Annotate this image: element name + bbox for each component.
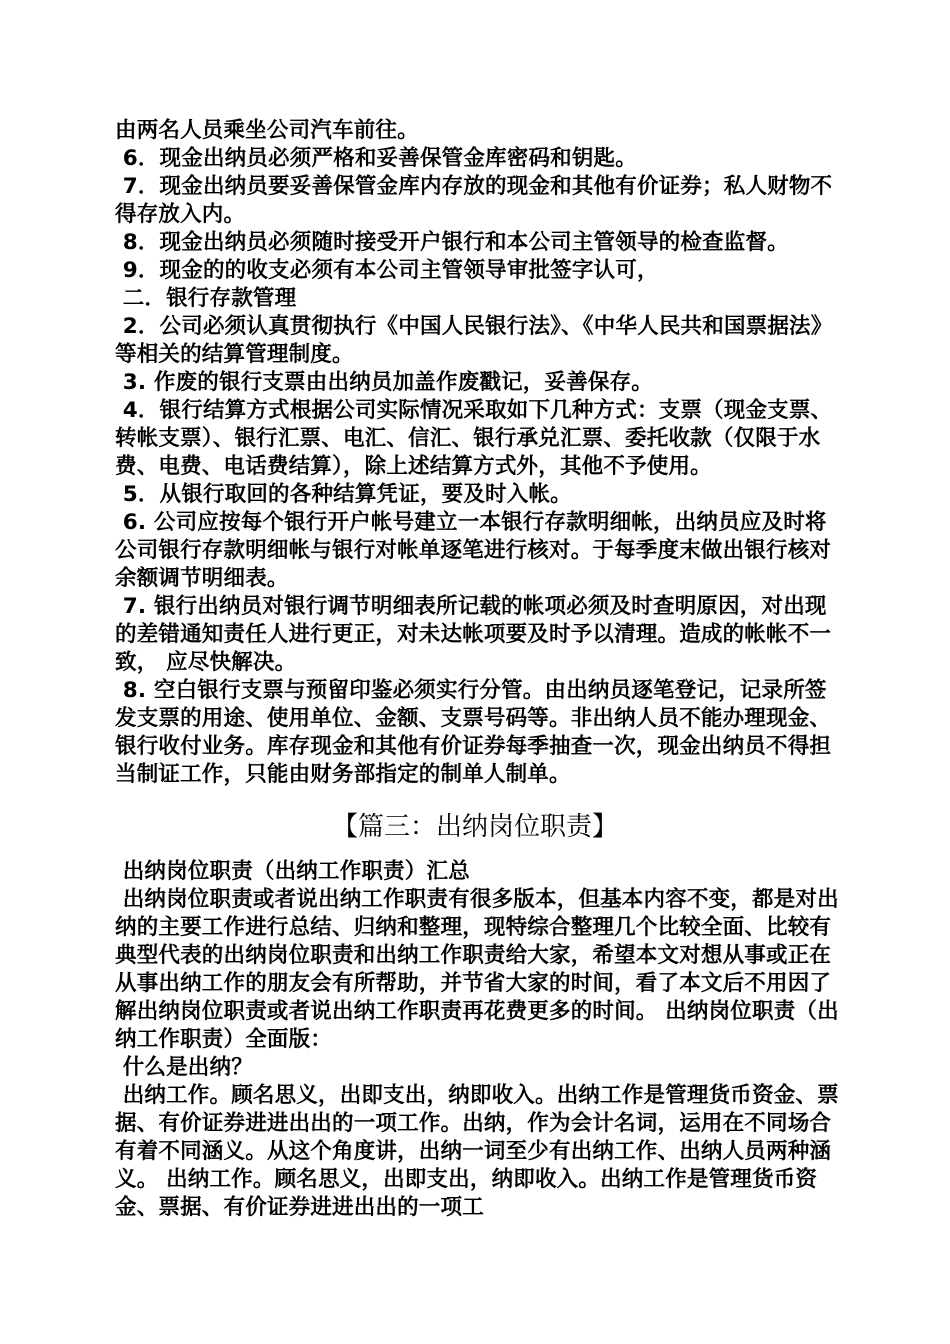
paragraph: 9．现金的的收支必须有本公司主管领导审批签字认可， — [115, 258, 659, 283]
subheading: 二．银行存款管理 — [115, 286, 297, 311]
paragraph: 2．公司必须认真贯彻执行《中国人民银行法》、《中华人民共和国票据法》等相关的结算管理制度。 — [115, 314, 833, 367]
paragraph: 由两名人员乘坐公司汽车前往。 — [115, 118, 419, 143]
paragraph: 3. 作废的银行支票由出纳员加盖作废戳记，妥善保存。 — [115, 370, 654, 395]
paragraph: 8. 空白银行支票与预留印鉴必须实行分管。由出纳员逐笔登记，记录所签发支票的用途、使用单位、金额、支票号码等。非出纳人员不能办理现金、银行收付业务。库存现金和其他有价证券每季抽查一次，现金出纳员不得担当制证工作，只能由财务部指定的制单人制单。 — [115, 678, 832, 787]
paragraph: 出纳岗位职责或者说出纳工作职责有很多版本，但基本内容不变，都是对出纳的主要工作进行总结、归纳和整理，现特综合整理几个比较全面、比较有典型代表的出纳岗位职责和出纳工作职责给大家，希望本文对想从事或正在从事出纳工作的朋友会有所帮助，并节省大家的时间，看了本文后不用因了解出纳岗位职责或者说出纳工作职责再花费更多的时间。 出纳岗位职责（出纳工作职责）全面版： — [115, 887, 839, 1052]
paragraph: 6．现金出纳员必须严格和妥善保管金库密码和钥匙。 — [115, 146, 637, 171]
paragraph: 4．银行结算方式根据公司实际情况采取如下几种方式：支票（现金支票、转帐支票）、银行汇票、电汇、信汇、银行承兑汇票、委托收款（仅限于水费、电费、电话费结算），除上述结算方式外，其他不予使用。 — [115, 398, 833, 479]
section-title: 【篇三：出纳岗位职责】 — [331, 812, 618, 842]
paragraph: 6. 公司应按每个银行开户帐号建立一本银行存款明细帐，出纳员应及时将公司银行存款明细帐与银行对帐单逐笔进行核对。于每季度末做出银行核对余额调节明细表。 — [115, 510, 832, 591]
section-bank-management — [115, 117, 845, 789]
paragraph: 8．现金出纳员必须随时接受开户银行和本公司主管领导的检查监督。 — [115, 230, 789, 255]
paragraph: 5．从银行取回的各种结算凭证，要及时入帐。 — [115, 482, 572, 507]
paragraph: 7．现金出纳员要妥善保管金库内存放的现金和其他有价证券；私人财物不得存放入内。 — [115, 174, 833, 227]
paragraph: 出纳工作。顾名思义，出即支出，纳即收入。出纳工作是管理货币资金、票据、有价证券进进出出的一项工作。出纳，作为会计名词，运用在不同场合有着不同涵义。从这个角度讲，出纳一词至少有出纳工作、出纳人员两种涵义。 出纳工作。顾名思义，出即支出，纳即收入。出纳工作是管理货币资金、票据、有价证券进进出出的一项工 — [115, 1083, 839, 1220]
section-cashier-duties — [115, 858, 845, 1222]
subheading: 出纳岗位职责（出纳工作职责）汇总 — [115, 859, 470, 884]
subheading: 什么是出纳？ — [115, 1055, 253, 1080]
paragraph: 7. 银行出纳员对银行调节明细表所记载的帐项必须及时查明原因，对出现的差错通知责任人进行更正，对未达帐项要及时予以清理。造成的帐帐不一致， 应尽快解决。 — [115, 594, 832, 675]
